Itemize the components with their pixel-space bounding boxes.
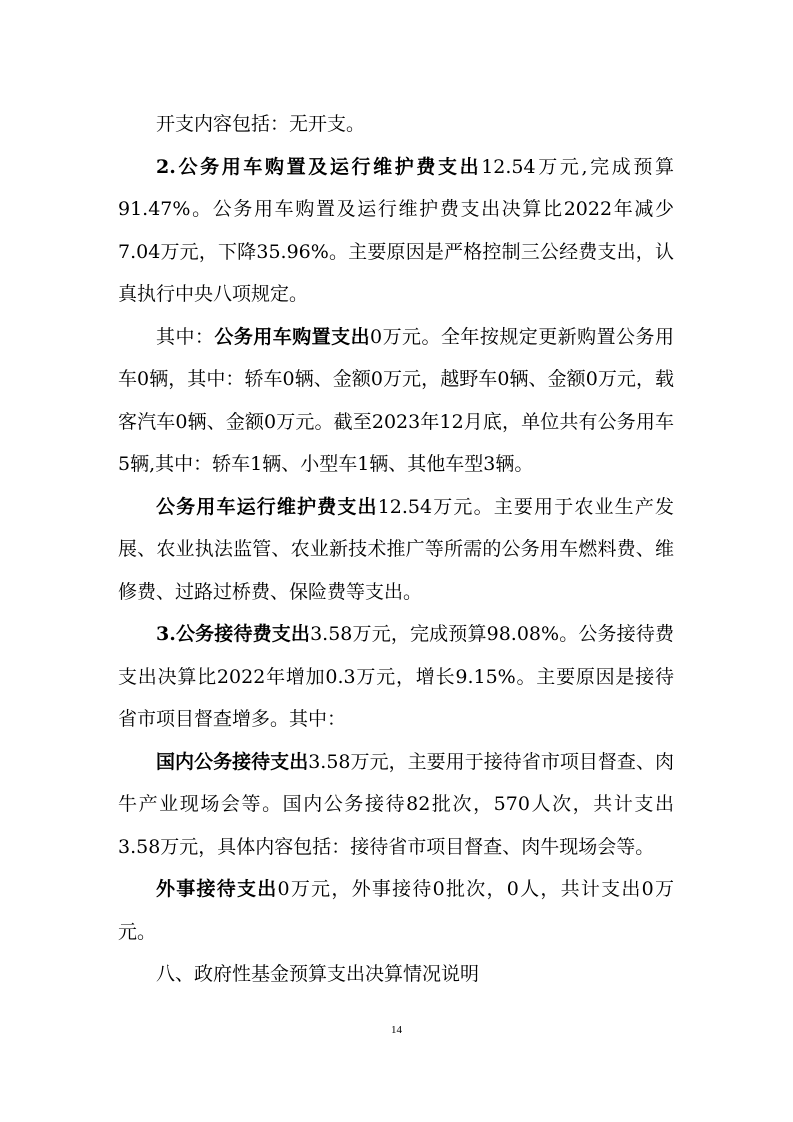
paragraph-bold-lead: 2.公务用车购置及运行维护费支出 (156, 155, 482, 178)
paragraph-bold-lead: 国内公务接待支出 (156, 750, 309, 773)
paragraph-3 (118, 316, 674, 486)
paragraph-5 (118, 613, 674, 741)
paragraph-bold-lead: 公务用车购置支出 (214, 325, 371, 348)
paragraph-7 (118, 868, 674, 953)
paragraph-text: 3.58万元，完成预算98.08%。公务接待费支出决算比2022年增加0.3万元，增长9.15%。主要原因是接待省市项目督查增多。其中： (118, 623, 674, 730)
document-body (118, 103, 674, 996)
paragraph-text: 12.54万元,完成预算91.47%。公务用车购置及运行维护费支出决算比2022年减少7.04万元，下降35.96%。主要原因是严格控制三公经费支出，认真执行中央八项规定。 (118, 155, 675, 305)
paragraph-4 (118, 486, 674, 614)
page-number: 14 (391, 1024, 402, 1036)
paragraph-prefix: 其中： (156, 325, 215, 348)
paragraph-bold-lead: 外事接待支出 (156, 878, 278, 900)
paragraph-text: 0万元，外事接待0批次，0人，共计支出0万元。 (118, 878, 674, 943)
paragraph-2 (118, 146, 674, 316)
paragraph-6 (118, 741, 674, 869)
section-heading: 八、政府性基金预算支出决算情况说明 (156, 963, 480, 985)
paragraph-bold-lead: 公务用车运行维护费支出 (156, 495, 378, 518)
paragraph-text: 0万元。全年按规定更新购置公务用车0辆，其中：轿车0辆、金额0万元，越野车0辆、金额0万元，载客汽车0辆、金额0万元。截至2023年12月底，单位共有公务用车5辆,其中：轿车1辆、小型车1辆、其他车型3辆。 (118, 325, 674, 475)
paragraph-text: 开支内容包括：无开支。 (156, 113, 366, 135)
paragraph-text: 3.58万元，主要用于接待省市项目督查、肉牛产业现场会等。国内公务接待82批次，570人次，共计支出3.58万元，具体内容包括：接待省市项目督查、肉牛现场会等。 (118, 750, 674, 858)
paragraph-1 (118, 103, 674, 146)
paragraph-bold-lead: 3.公务接待费支出 (156, 623, 311, 645)
paragraph-text: 12.54万元。主要用于农业生产发展、农业执法监管、农业新技术推广等所需的公务用车燃料费、维修费、过路过桥费、保险费等支出。 (118, 495, 674, 603)
